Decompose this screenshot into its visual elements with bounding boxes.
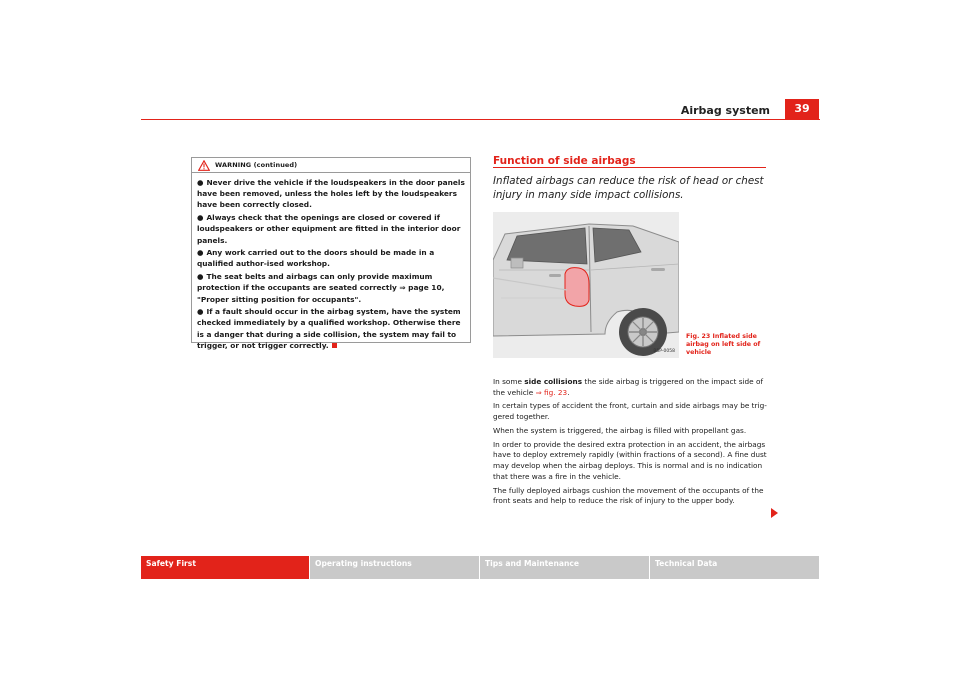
paragraph: In order to provide the desired extra protection in an accident, the airbags have to deploy extremely rapidly (within fractions of a second). A fine dust may develop when the airbag deploys. This is normal and is no indication that there was a fire in the vehicle.	[493, 439, 767, 481]
warning-item-text: If a fault should occur in the airbag system, have the system checked immediately by a qualified workshop. Otherwise there is a danger that during a side collision, the system may fail to trigger, or not trigger correctly.	[197, 307, 461, 350]
body-text	[493, 377, 771, 510]
car-side-airbag-illustration	[493, 212, 679, 358]
figure-code: B5P-0058	[653, 349, 675, 354]
warning-item[interactable]	[197, 271, 466, 305]
bullet-icon: ●	[197, 248, 204, 258]
text-span: In some	[493, 377, 525, 386]
side-airbag-figure	[493, 212, 679, 358]
warning-item	[197, 212, 466, 246]
warning-title: WARNING (continued)	[215, 161, 298, 169]
footer-nav	[141, 556, 820, 579]
paragraph: The fully deployed airbags cushion the movement of the occupants of the front seats and help to reduce the risk of injury to the upper body.	[493, 485, 764, 506]
warning-box	[191, 157, 471, 350]
text-span: the side airbag is triggered on the impact side of the vehicle	[493, 377, 764, 397]
footer-tab-safety-first[interactable]: Safety First	[141, 556, 309, 579]
warning-item-text: Always check that the openings are closed or covered if loudspeakers or other equipment are fitted in the interior door panels.	[197, 213, 461, 245]
bold-term: side collisions	[524, 377, 583, 386]
header-divider	[141, 119, 820, 120]
bullet-icon: ●	[197, 178, 204, 187]
footer-tab-operating-instructions[interactable]: Operating instructions	[310, 556, 479, 579]
section-end-icon	[332, 343, 337, 348]
footer-tab-tips-and-maintenance[interactable]: Tips and Maintenance	[480, 556, 649, 579]
warning-item-text: Never drive the vehicle if the loudspeakers in the door panels have been removed, unless the holes left by the loudspeakers have been correctly closed.	[197, 178, 465, 210]
section-intro: Inflated airbags can reduce the risk of head or chest injury in many side impact collisions.	[493, 175, 764, 201]
header-title: Airbag system	[680, 104, 770, 117]
paragraph: In certain types of accident the front, curtain and side airbags may be trig-gered together.	[493, 401, 767, 422]
bullet-icon: ●	[197, 307, 204, 317]
warning-item	[197, 247, 466, 269]
warning-item	[197, 177, 466, 211]
warning-item-text: Any work carried out to the doors should be made in a qualified author-ised workshop.	[197, 248, 435, 269]
warning-list	[192, 173, 470, 351]
figure-caption: Fig. 23 Inflated side airbag on left side of vehicle	[686, 333, 761, 356]
text-span: .	[567, 387, 570, 397]
section-heading: Function of side airbags	[493, 155, 636, 167]
bullet-icon: ●	[197, 213, 204, 223]
warning-header	[192, 158, 470, 173]
warning-triangle-icon	[198, 160, 210, 171]
warning-item	[197, 306, 466, 351]
next-page-arrow-icon[interactable]	[771, 508, 778, 518]
paragraph: When the system is triggered, the airbag is filled with propellant gas.	[493, 425, 747, 435]
page-number: 39	[785, 99, 819, 119]
warning-item-text: The seat belts and airbags can only provide maximum protection if the occupants are seated correctly ⇒ page 10, "Proper sitting position for occupants".	[197, 272, 445, 304]
paragraph	[493, 377, 771, 398]
bullet-icon: ●	[197, 272, 204, 282]
figure-reference-link[interactable]: ⇒ fig. 23	[535, 387, 568, 397]
section-divider	[493, 167, 766, 168]
footer-tab-technical-data[interactable]: Technical Data	[650, 556, 819, 579]
